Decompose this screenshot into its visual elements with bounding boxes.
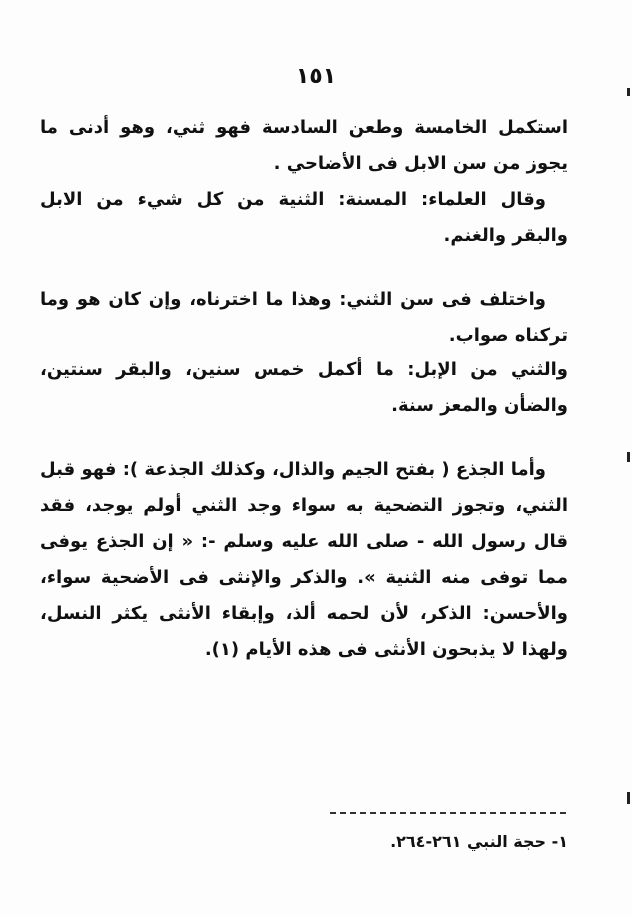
- footnote-separator: [330, 812, 566, 814]
- paragraph-3: [40, 282, 568, 354]
- paragraph-1: [40, 110, 568, 182]
- footnote: ١- حجة النبي ٢٦١-٢٦٤.: [390, 832, 568, 851]
- paragraph-text: والثني من الإبل: ما أكمل خمس سنين، والبقر سنتين، والضأن والمعز سنة.: [40, 359, 568, 416]
- paragraph-4: [40, 352, 568, 424]
- paragraph-text: استكمل الخامسة وطعن السادسة فهو ثني، وهو أدنى ما يجوز من سن الابل فى الأضاحي .: [40, 117, 568, 174]
- scan-edge-mark: [627, 88, 630, 96]
- scan-edge-mark: [627, 792, 630, 804]
- paragraph-text: وقال العلماء: المسنة: الثنية من كل شيء من الابل والبقر والغنم.: [40, 189, 568, 246]
- paragraph-2: [40, 182, 568, 254]
- paragraph-text: وأما الجذع ( بفتح الجيم والذال، وكذلك الجذعة ): فهو قبل الثني، وتجوز التضحية به سواء وجد الثني أولم يوجد، فقد قال رسول الله - صلى الله عليه وسلم -: « إن الجذع يوفى مما توفى منه الثنية ». والذكر والإنثى فى الأضحية سواء، والأحسن: الذكر، لأن لحمه ألذ، وإبقاء الأنثى يكثر النسل، ولهذا لا يذبحون الأنثى فى هذه الأيام (١).: [40, 459, 568, 660]
- scan-edge-mark: [627, 452, 630, 462]
- paragraph-5: [40, 452, 568, 668]
- paragraph-text: واختلف فى سن الثني: وهذا ما اخترناه، وإن كان هو وما تركناه صواب.: [40, 289, 568, 346]
- page-number: ١٥١: [295, 64, 337, 89]
